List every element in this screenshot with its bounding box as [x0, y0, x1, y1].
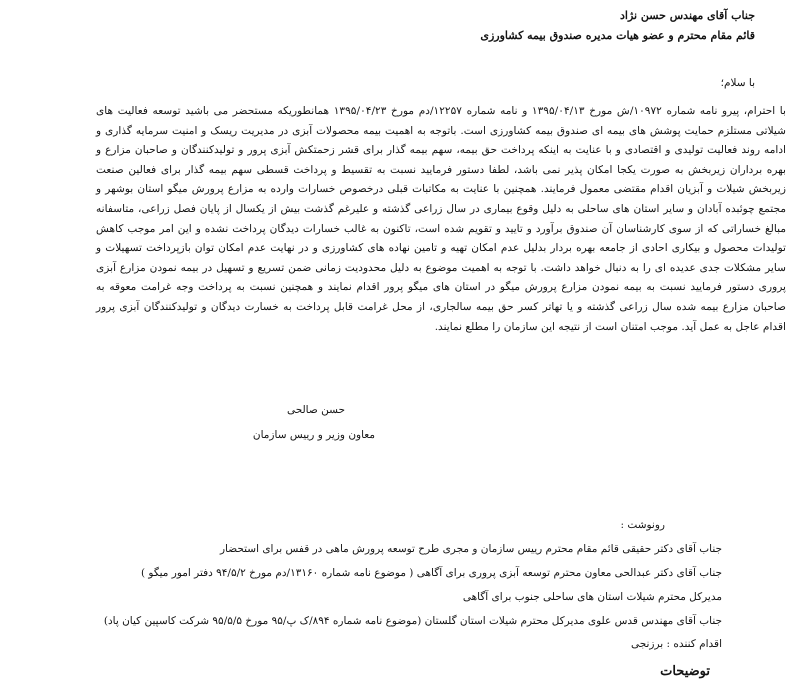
action-officer: اقدام کننده : برزنجی [630, 638, 722, 650]
recipient-name: جناب آقای مهندس حسن نژاد [620, 9, 755, 22]
letter-body: با احترام، پیرو نامه شماره ۱۰۹۷۲/ش مورخ ۱۳۹۵/۰۴/۱۳ و نامه شماره ۱۲۲۵۷/دم مورخ ۱۳۹۵/۰۴/۲۳ همانطوریکه مستحضر می باشید توسعه فعالیت های شیلاتی مستلزم حمایت پوشش های بیمه ای صندوق بیمه کشاورزی است. باتوجه به اهمیت بیمه محصولات آبزی در مدیریت ریسک و امنیت سرمایه گذاری و ادامه روند فعالیت تولیدی و اقتصادی و با عنایت به اینکه پرداخت حق بیمه، سهم بیمه گذار برای قشر زحمتکش آبزی پرور و تولیدکنندگان و صاحبان مزارع و بهره برداران زیربخش به صورت یکجا امکان پذیر نمی باشد، لطفا دستور فرمایید نسبت به تقسیط و پرداخت قسطی سهم بیمه گذار برای فعالین صنعت زیربخش شیلات و آبزیان اقدام مقتضی معمول فرمایند. همچنین با عنایت به مکاتبات قبلی درخصوص خسارات وارده به مزارع پرورش میگو استان بوشهر و مجتمع چوئبده آبادان و سایر استان های ساحلی به دلیل وقوع بیماری در سال زراعی گذشته و علیرغم گذشت بیش از یکسال از پایان فصل زراعی، متاسفانه مبالغ خساراتی که از سوی کارشناسان آن صندوق برآورد و تایید و تقویم شده است، تاکنون به غالب خسارات دیدگان پرداخت نشده و این امر موجب کاهش تولیدات محصول و بیکاری احادی از جامعه بهره بردار بدلیل عدم امکان تهیه و تامین نهاده های کشاورزی و در نهایت عدم امکان توان بازپرداخت تسهیلات و سایر مشکلات جدی عدیده ای را به دنبال خواهد داشت. با توجه به اهمیت موضوع به دلیل محدودیت زمانی ضمن تسریع و تسهیل در بیمه نمودن مزارع آبزی پروری دستور فرمایید نسبت به بیمه نمودن مزارع پرورش میگو در استان های میگو پرور اقدام نمایند و همچنین نسبت به پرداخت وجه غرامت معوقه به صاحبان مزارع بیمه شده سال زراعی گذشته و یا تهاتر کسر حق بیمه سالجاری، از محل غرامت قابل پرداخت به خسارت دیدگان و تولیدکنندگان آبزی پرور اقدام عاجل به عمل آید. موجب امتنان است از نتیجه این سازمان را مطلع نمایند. [96, 105, 786, 333]
signatory-name: حسن صالحی [286, 404, 345, 416]
notes-heading: توضیحات [660, 664, 710, 679]
copies-heading: رونوشت : [620, 519, 665, 531]
copy-recipient: جناب آقای دکتر عبدالحی معاون محترم توسعه آبزی پروری برای آگاهی ( موضوع نامه شماره ۱۳۱۶۰/دم مورخ ۹۴/۵/۲ دفتر امور میگو ) [140, 567, 722, 579]
recipient-title: قائم مقام محترم و عضو هیات مدیره صندوق بیمه کشاورزی [480, 29, 755, 42]
copy-recipient: مدیرکل محترم شیلات استان های ساحلی جنوب برای آگاهی [462, 591, 722, 603]
copy-recipient: جناب آقای مهندس قدس علوی مدیرکل محترم شیلات استان گلستان (موضوع نامه شماره ۸۹۴/ک پ/۹۵ مورخ ۹۵/۵/۵ شرکت کاسپین کیان پاد) [103, 615, 722, 627]
greeting: با سلام؛ [720, 77, 755, 89]
copy-recipient: جناب آقای دکتر حقیقی قائم مقام محترم رییس سازمان و مجری طرح توسعه پرورش ماهی در قفس برای استحضار [219, 543, 722, 555]
signatory-title: معاون وزیر و رییس سازمان [252, 429, 375, 441]
